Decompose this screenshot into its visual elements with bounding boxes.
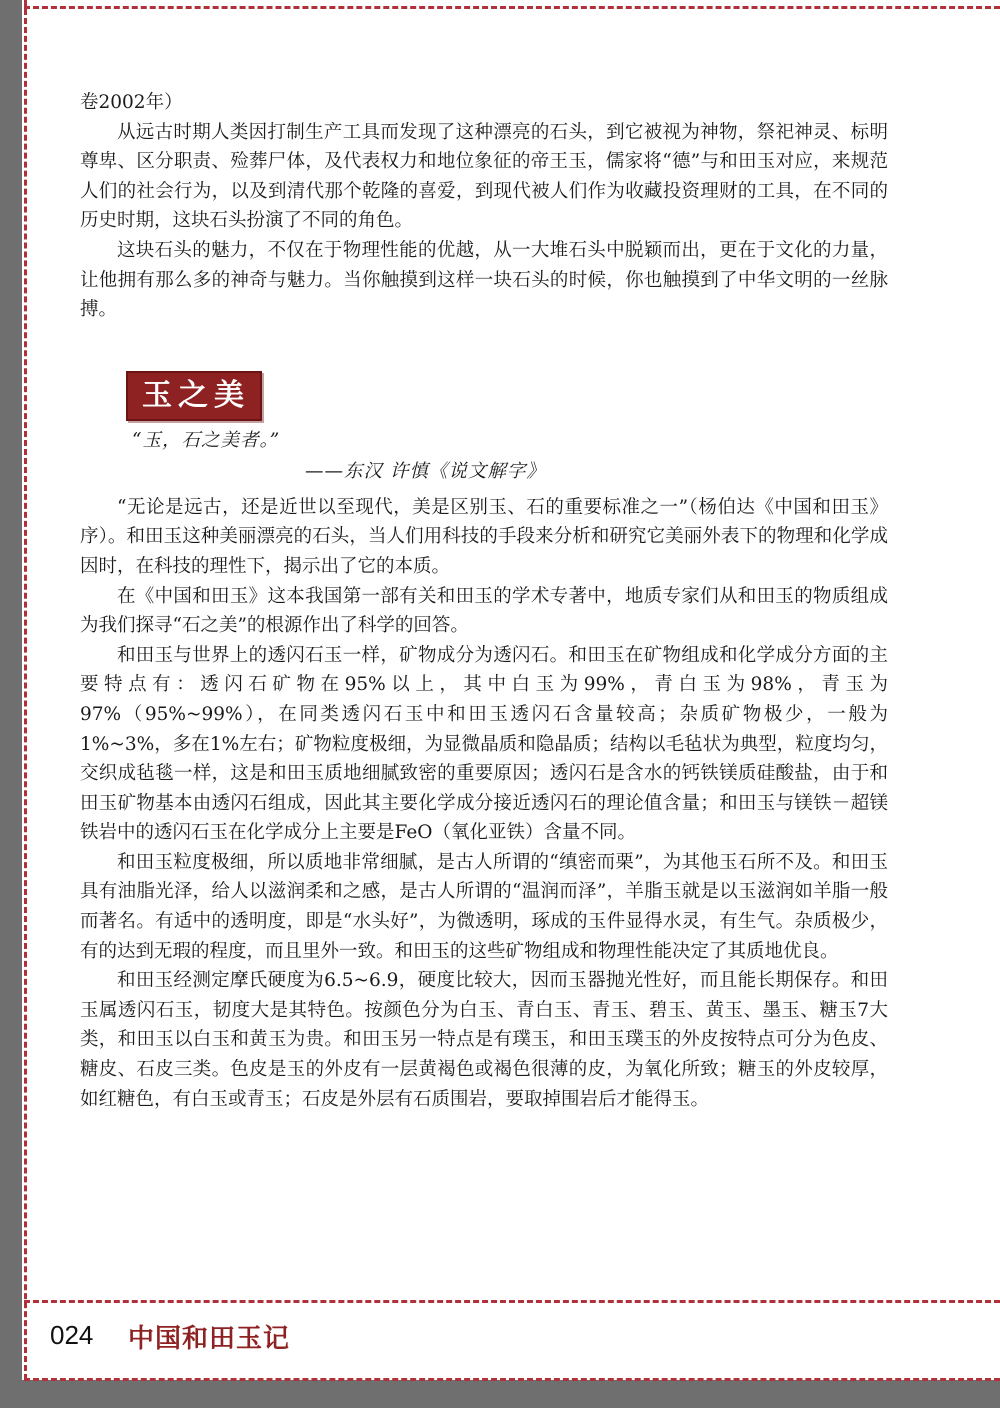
paragraph: 从远古时期人类因打制生产工具而发现了这种漂亮的石头，到它被视为神物，祭祀神灵、标明尊卑、区分职责、殓葬尸体，及代表权力和地位象征的帝王玉，儒家将“德”与和田玉对应，来规范人们的社会行为，以及到清代那个乾隆的喜爱，到现代被人们作为收藏投资理财的工具，在不同的历史时期，这块石头扮演了不同的角色。 [80,121,888,232]
paragraph: 和田玉与世界上的透闪石玉一样，矿物成分为透闪石。和田玉在矿物组成和化学成分方面的主要特点有：透闪石矿物在95%以上，其中白玉为99%，青白玉为98%，青玉为97%（95%~99%），在同类透闪石玉中和田玉透闪石含量较高；杂质矿物极少，一般为1%~3%，多在1%左右；矿物粒度极细，为显微晶质和隐晶质；结构以毛毡状为典型，粒度均匀，交织成毡毯一样，这是和田玉质地细腻致密的重要原因；透闪石是含水的钙铁镁质硅酸盐，由于和田玉矿物基本由透闪石组成，因此其主要化学成分接近透闪石的理论值含量；和田玉与镁铁－超镁铁岩中的透闪石玉在化学成分上主要是FeO（氧化亚铁）含量不同。 [80,644,888,844]
paragraph: 和田玉粒度极细，所以质地非常细腻，是古人所谓的“缜密而栗”，为其他玉石所不及。和田玉具有油脂光泽，给人以滋润柔和之感，是古人所谓的“温润而泽”，羊脂玉就是以玉滋润如羊脂一般而著名。有适中的透明度，即是“水头好”，为微透明，琢成的玉件显得水灵，有生气。杂质极少，有的达到无瑕的程度，而且里外一致。和田玉的这些矿物组成和物理性能决定了其质地优良。 [80,851,888,962]
stitch-border-bottom [24,1378,1000,1381]
page-edge-band [0,0,22,1408]
page-body [80,88,888,1114]
paragraph: 在《中国和田玉》这本我国第一部有关和田玉的学术专著中，地质专家们从和田玉的物质组成为我们探寻“石之美”的根源作出了科学的回答。 [80,585,888,637]
section-heading: 玉之美 [126,371,262,421]
paragraph: 和田玉经测定摩氏硬度为6.5~6.9，硬度比较大，因而玉器抛光性好，而且能长期保存。和田玉属透闪石玉，韧度大是其特色。按颜色分为白玉、青白玉、青玉、碧玉、黄玉、墨玉、糖玉7大类，和田玉以白玉和黄玉为贵。和田玉另一特点是有璞玉，和田玉璞玉的外皮按特点可分为色皮、糖皮、石皮三类。色皮是玉的外皮有一层黄褐色或褐色很薄的皮，为氧化所致；糖玉的外皮较厚，如红糖色，有白玉或青玉；石皮是外层有石质围岩，要取掉围岩后才能得玉。 [80,970,888,1110]
page-number: 024 [50,1320,94,1350]
epigraph-quote: “玉，石之美者。” [132,429,281,451]
stitch-border-top [24,6,1000,9]
page-bottom-band [0,1380,1000,1408]
paragraph: “无论是远古，还是近世以至现代，美是区别玉、石的重要标准之一”（杨伯达《中国和田玉》序）。和田玉这种美丽漂亮的石头，当人们用科技的手段来分析和研究它美丽外表下的物理和化学成因时，在科技的理性下，揭示出了它的本质。 [80,496,888,577]
paragraph-continuation: 卷2002年） [80,92,183,113]
stitch-footer-divider [24,1300,1000,1303]
paragraph: 这块石头的魅力，不仅在于物理性能的优越，从一大堆石头中脱颖而出，更在于文化的力量，让他拥有那么多的神奇与魅力。当你触摸到这样一块石头的时候，你也触摸到了中华文明的一丝脉搏。 [80,239,888,321]
epigraph-source: ——东汉 许慎《说文解字》 [305,460,546,482]
stitch-border-left [24,0,27,1380]
running-footer-title: 中国和田玉记 [128,1324,291,1354]
